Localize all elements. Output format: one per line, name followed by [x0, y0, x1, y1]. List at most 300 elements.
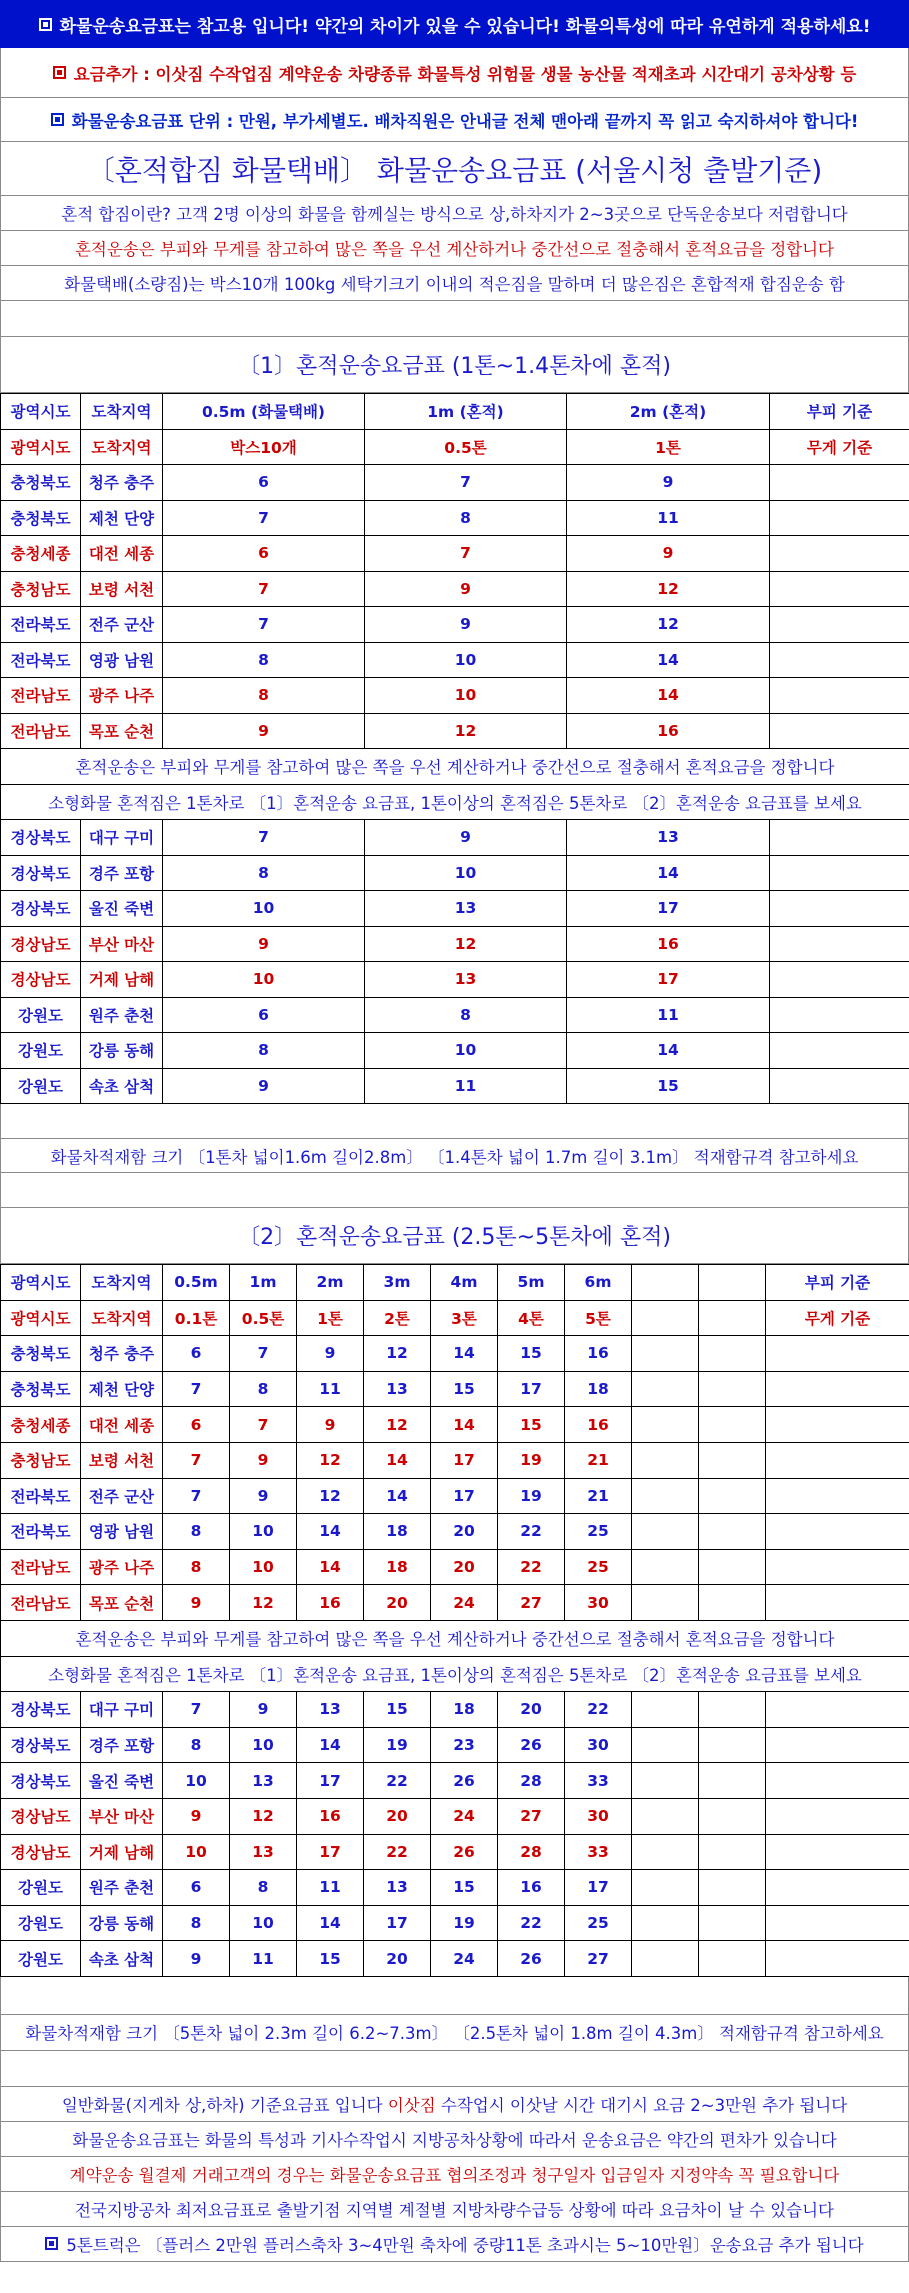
price-cell: 10 — [365, 678, 567, 714]
price-cell: 17 — [297, 1834, 364, 1870]
table-row — [1, 1727, 909, 1763]
price-cell: 7 — [163, 1371, 230, 1407]
region-cell: 전라북도 — [1, 642, 81, 678]
empty-cell — [632, 1478, 699, 1514]
region-cell: 경상북도 — [1, 891, 81, 927]
empty-cell — [770, 962, 909, 998]
price-cell: 22 — [364, 1834, 431, 1870]
price-cell: 17 — [498, 1371, 565, 1407]
destination-cell: 청주 충주 — [81, 465, 163, 501]
price-cell: 8 — [230, 1371, 297, 1407]
price-cell: 10 — [365, 855, 567, 891]
price-cell: 9 — [297, 1336, 364, 1372]
header-cell: 0.5m — [163, 1265, 230, 1301]
price-cell: 10 — [230, 1727, 297, 1763]
price-cell: 14 — [567, 678, 770, 714]
price-cell: 17 — [567, 962, 770, 998]
region-cell: 경상북도 — [1, 855, 81, 891]
region-cell: 충청북도 — [1, 500, 81, 536]
table-row — [1, 571, 909, 607]
price-cell: 23 — [431, 1727, 498, 1763]
price-cell: 17 — [431, 1442, 498, 1478]
price-cell: 8 — [163, 1549, 230, 1585]
price-cell: 14 — [297, 1514, 364, 1550]
price-cell: 10 — [163, 962, 365, 998]
price-cell: 17 — [297, 1763, 364, 1799]
price-cell: 30 — [565, 1727, 632, 1763]
price-cell: 9 — [567, 536, 770, 572]
price-cell: 10 — [163, 891, 365, 927]
price-cell: 7 — [163, 607, 365, 643]
destination-cell: 울진 죽변 — [81, 891, 163, 927]
table-row — [1, 1941, 909, 1977]
price-cell: 9 — [365, 607, 567, 643]
destination-cell: 광주 나주 — [81, 678, 163, 714]
empty-cell — [766, 1442, 909, 1478]
empty-cell — [699, 1478, 766, 1514]
price-cell: 11 — [365, 1068, 567, 1104]
region-cell: 충청세종 — [1, 536, 81, 572]
destination-cell: 대전 세종 — [81, 536, 163, 572]
price-cell: 14 — [297, 1549, 364, 1585]
empty-cell — [632, 1442, 699, 1478]
header-cell: 무게 기준 — [770, 429, 909, 465]
footer-line-1-b: 이삿짐 — [387, 2095, 436, 2115]
region-cell: 충청북도 — [1, 465, 81, 501]
destination-cell: 보령 서천 — [81, 1442, 163, 1478]
square-bullet-icon — [39, 18, 52, 31]
price-cell: 14 — [297, 1905, 364, 1941]
region-cell: 경상남도 — [1, 1834, 81, 1870]
empty-cell — [766, 1834, 909, 1870]
destination-cell: 제천 단양 — [81, 1371, 163, 1407]
price-cell: 27 — [498, 1585, 565, 1621]
destination-cell: 경주 포항 — [81, 1727, 163, 1763]
price-cell: 22 — [498, 1549, 565, 1585]
intro-line-1: 혼적 합짐이란? 고객 2명 이상의 화물을 함께실는 방식으로 상,하차지가 2~3곳으로 단독운송보다 저렴합니다 — [0, 196, 909, 231]
empty-cell — [770, 642, 909, 678]
region-cell: 충청남도 — [1, 571, 81, 607]
price-cell: 22 — [364, 1763, 431, 1799]
header-cell: 0.5m (화물택배) — [163, 394, 365, 430]
header-cell: 도착지역 — [81, 394, 163, 430]
table-header-row — [1, 394, 909, 430]
price-cell: 13 — [567, 820, 770, 856]
price-cell: 12 — [567, 607, 770, 643]
price-cell: 30 — [565, 1585, 632, 1621]
empty-cell — [770, 465, 909, 501]
header-cell: 5톤 — [565, 1300, 632, 1336]
destination-cell: 영광 남원 — [81, 642, 163, 678]
price-cell: 27 — [565, 1941, 632, 1977]
price-cell: 8 — [163, 855, 365, 891]
header-cell: 3m — [364, 1265, 431, 1301]
destination-cell: 대전 세종 — [81, 1407, 163, 1443]
square-bullet-icon — [53, 66, 66, 79]
empty-cell — [766, 1585, 909, 1621]
table-row — [1, 1033, 909, 1069]
price-cell: 13 — [365, 891, 567, 927]
empty-cell — [632, 1300, 699, 1336]
price-cell: 18 — [364, 1514, 431, 1550]
region-cell: 충청세종 — [1, 1407, 81, 1443]
price-cell: 7 — [163, 500, 365, 536]
notice-text-2: 요금추가 : 이삿짐 수작업짐 계약운송 차량종류 화물특성 위험물 생물 농산물 적재초과 시간대기 공차상황 등 — [73, 64, 857, 84]
notice-text-1: 화물운송요금표는 참고용 입니다! 약간의 차이가 있을 수 있습니다! 화물의특성에 따라 유연하게 적용하세요! — [59, 16, 871, 37]
price-cell: 13 — [364, 1371, 431, 1407]
table1-size-note: 화물차적재함 크기 〔1톤차 넓이1.6m 길이2.8m〕 〔1.4톤차 넓이 1.7m 길이 3.1m〕 적재함규격 참고하세요 — [0, 1139, 909, 1173]
price-cell: 9 — [567, 465, 770, 501]
header-cell: 도착지역 — [81, 429, 163, 465]
table-row — [1, 1763, 909, 1799]
price-cell: 14 — [297, 1727, 364, 1763]
empty-cell — [770, 1033, 909, 1069]
price-cell: 13 — [230, 1763, 297, 1799]
destination-cell: 울진 죽변 — [81, 1763, 163, 1799]
price-cell: 14 — [364, 1442, 431, 1478]
price-cell: 9 — [365, 820, 567, 856]
table1-subtitle: 〔1〕혼적운송요금표 (1톤~1.4톤차에 혼적) — [0, 337, 909, 393]
region-cell: 강원도 — [1, 1870, 81, 1906]
destination-cell: 청주 충주 — [81, 1336, 163, 1372]
table-row — [1, 1371, 909, 1407]
empty-cell — [632, 1371, 699, 1407]
destination-cell: 보령 서천 — [81, 571, 163, 607]
region-cell: 경상남도 — [1, 1798, 81, 1834]
empty-cell — [766, 1798, 909, 1834]
price-cell: 9 — [163, 713, 365, 749]
price-cell: 11 — [230, 1941, 297, 1977]
header-cell: 부피 기준 — [770, 394, 909, 430]
region-cell: 강원도 — [1, 997, 81, 1033]
header-cell: 무게 기준 — [766, 1300, 909, 1336]
region-cell: 전라북도 — [1, 1478, 81, 1514]
empty-cell — [632, 1585, 699, 1621]
price-cell: 8 — [163, 642, 365, 678]
price-cell: 9 — [163, 926, 365, 962]
table-row — [1, 855, 909, 891]
empty-cell — [699, 1870, 766, 1906]
header-cell: 1m — [230, 1265, 297, 1301]
price-cell: 27 — [498, 1798, 565, 1834]
footer-line-5-text: 5톤트럭은 〔플러스 2만원 플러스축차 3~4만원 축차에 중량11톤 초과시는 5~10만원〕운송요금 추가 됩니다 — [66, 2235, 864, 2255]
table-row — [1, 1798, 909, 1834]
destination-cell: 전주 군산 — [81, 1478, 163, 1514]
price-cell: 20 — [498, 1692, 565, 1728]
empty-cell — [699, 1834, 766, 1870]
notice-bar-2 — [0, 48, 909, 98]
region-cell: 경상북도 — [1, 1727, 81, 1763]
empty-cell — [632, 1763, 699, 1799]
price-cell: 19 — [498, 1442, 565, 1478]
region-cell: 강원도 — [1, 1941, 81, 1977]
empty-cell — [699, 1442, 766, 1478]
region-cell: 전라남도 — [1, 1549, 81, 1585]
table-row — [1, 997, 909, 1033]
price-cell: 12 — [364, 1336, 431, 1372]
table-row — [1, 536, 909, 572]
table-row — [1, 1585, 909, 1621]
table2-mid-note-2: 소형화물 혼적짐은 1톤차로 〔1〕혼적운송 요금표, 1톤이상의 혼적짐은 5톤차로 〔2〕혼적운송 요금표를 보세요 — [1, 1656, 909, 1692]
empty-cell — [770, 891, 909, 927]
table-row — [1, 1336, 909, 1372]
price-cell: 22 — [498, 1905, 565, 1941]
price-cell: 22 — [498, 1514, 565, 1550]
empty-cell — [766, 1692, 909, 1728]
square-bullet-icon — [51, 113, 64, 126]
destination-cell: 목포 순천 — [81, 713, 163, 749]
empty-cell — [632, 1941, 699, 1977]
table-header-row — [1, 1300, 909, 1336]
header-cell: 광역시도 — [1, 429, 81, 465]
header-cell: 2m — [297, 1265, 364, 1301]
price-cell: 26 — [498, 1727, 565, 1763]
empty-cell — [632, 1834, 699, 1870]
destination-cell: 원주 춘천 — [81, 997, 163, 1033]
rate-table-1 — [0, 393, 909, 1104]
table-row — [1, 1834, 909, 1870]
price-cell: 13 — [297, 1692, 364, 1728]
price-cell: 19 — [498, 1478, 565, 1514]
empty-cell — [632, 1905, 699, 1941]
header-cell: 도착지역 — [81, 1300, 163, 1336]
price-cell: 19 — [431, 1905, 498, 1941]
header-cell: 부피 기준 — [766, 1265, 909, 1301]
empty-cell — [770, 713, 909, 749]
price-cell: 8 — [230, 1870, 297, 1906]
price-cell: 26 — [431, 1763, 498, 1799]
price-cell: 12 — [364, 1407, 431, 1443]
price-cell: 7 — [163, 1692, 230, 1728]
region-cell: 전라북도 — [1, 1514, 81, 1550]
price-cell: 14 — [567, 855, 770, 891]
table-row — [1, 1407, 909, 1443]
price-cell: 17 — [565, 1870, 632, 1906]
price-cell: 10 — [230, 1514, 297, 1550]
price-cell: 9 — [365, 571, 567, 607]
price-cell: 16 — [565, 1336, 632, 1372]
price-cell: 20 — [431, 1514, 498, 1550]
price-cell: 25 — [565, 1514, 632, 1550]
price-cell: 11 — [297, 1870, 364, 1906]
table-row — [1, 962, 909, 998]
empty-cell — [632, 1692, 699, 1728]
price-cell: 20 — [364, 1941, 431, 1977]
empty-cell — [766, 1763, 909, 1799]
empty-cell — [699, 1727, 766, 1763]
spacer-row — [0, 1977, 909, 2015]
empty-cell — [770, 1068, 909, 1104]
table2-size-note: 화물차적재함 크기 〔5톤차 넓이 2.3m 길이 6.2~7.3m〕 〔2.5톤차 넓이 1.8m 길이 4.3m〕 적재함규격 참고하세요 — [0, 2015, 909, 2051]
price-cell: 15 — [364, 1692, 431, 1728]
table-row — [1, 926, 909, 962]
empty-cell — [632, 1727, 699, 1763]
price-cell: 9 — [163, 1941, 230, 1977]
price-cell: 9 — [230, 1442, 297, 1478]
footer-line-3: 계약운송 월결제 거래고객의 경우는 화물운송요금표 협의조정과 청구일자 입금일자 지정약속 꼭 필요합니다 — [0, 2157, 909, 2192]
destination-cell: 전주 군산 — [81, 607, 163, 643]
region-cell: 강원도 — [1, 1033, 81, 1069]
footer-line-1-a: 일반화물(지게차 상,하차) 기준요금표 입니다 — [61, 2095, 388, 2115]
destination-cell: 속초 삼척 — [81, 1068, 163, 1104]
header-cell: 광역시도 — [1, 1265, 81, 1301]
table-row — [1, 1478, 909, 1514]
empty-cell — [770, 820, 909, 856]
notice-bar-1 — [0, 0, 909, 48]
price-cell: 6 — [163, 1870, 230, 1906]
price-cell: 8 — [365, 500, 567, 536]
price-cell: 24 — [431, 1585, 498, 1621]
price-cell: 12 — [297, 1478, 364, 1514]
region-cell: 전라남도 — [1, 1585, 81, 1621]
price-cell: 14 — [431, 1336, 498, 1372]
empty-cell — [699, 1941, 766, 1977]
empty-cell — [766, 1549, 909, 1585]
empty-cell — [699, 1549, 766, 1585]
spacer-row — [0, 1104, 909, 1139]
table2-mid-note-1: 혼적운송은 부피와 무게를 참고하여 많은 쪽을 우선 계산하거나 중간선으로 절충해서 혼적요금을 정합니다 — [1, 1620, 909, 1656]
empty-cell — [699, 1265, 766, 1301]
empty-cell — [699, 1336, 766, 1372]
footer-line-2: 화물운송요금표는 화물의 특성과 기사수작업시 지방공차상황에 따라서 운송요금은 약간의 편차가 있습니다 — [0, 2122, 909, 2157]
price-cell: 12 — [230, 1585, 297, 1621]
empty-cell — [699, 1300, 766, 1336]
price-cell: 15 — [498, 1407, 565, 1443]
price-cell: 11 — [567, 997, 770, 1033]
region-cell: 경상북도 — [1, 820, 81, 856]
destination-cell: 속초 삼척 — [81, 1941, 163, 1977]
price-cell: 16 — [567, 713, 770, 749]
empty-cell — [632, 1798, 699, 1834]
table-row — [1, 607, 909, 643]
price-cell: 20 — [364, 1798, 431, 1834]
price-cell: 10 — [163, 1834, 230, 1870]
price-cell: 33 — [565, 1763, 632, 1799]
header-cell: 광역시도 — [1, 394, 81, 430]
price-cell: 18 — [431, 1692, 498, 1728]
empty-cell — [699, 1371, 766, 1407]
price-cell: 8 — [163, 1905, 230, 1941]
table-row — [1, 1514, 909, 1550]
destination-cell: 대구 구미 — [81, 820, 163, 856]
price-cell: 14 — [364, 1478, 431, 1514]
price-cell: 8 — [365, 997, 567, 1033]
region-cell: 충청북도 — [1, 1336, 81, 1372]
header-cell: 1m (혼적) — [365, 394, 567, 430]
empty-cell — [766, 1727, 909, 1763]
rate-table-2 — [0, 1264, 909, 1977]
header-cell: 0.1톤 — [163, 1300, 230, 1336]
price-cell: 15 — [567, 1068, 770, 1104]
price-cell: 9 — [230, 1692, 297, 1728]
price-cell: 7 — [230, 1336, 297, 1372]
destination-cell: 목포 순천 — [81, 1585, 163, 1621]
empty-cell — [699, 1585, 766, 1621]
price-cell: 12 — [230, 1798, 297, 1834]
destination-cell: 부산 마산 — [81, 926, 163, 962]
empty-cell — [770, 855, 909, 891]
empty-cell — [699, 1798, 766, 1834]
price-cell: 18 — [565, 1371, 632, 1407]
price-cell: 14 — [567, 642, 770, 678]
intro-line-3: 화물택배(소량짐)는 박스10개 100kg 세탁기크기 이내의 적은짐을 말하며 더 많은짐은 혼합적재 합짐운송 함 — [0, 266, 909, 301]
table-row — [1, 642, 909, 678]
region-cell: 전라남도 — [1, 713, 81, 749]
notice-bar-3 — [0, 98, 909, 142]
price-cell: 30 — [565, 1798, 632, 1834]
empty-cell — [632, 1870, 699, 1906]
table1-mid-note-2: 소형화물 혼적짐은 1톤차로 〔1〕혼적운송 요금표, 1톤이상의 혼적짐은 5톤차로 〔2〕혼적운송 요금표를 보세요 — [1, 784, 909, 820]
spacer-row — [0, 2051, 909, 2087]
footer-line-4: 전국지방공차 최저요금표로 출발기점 지역별 계절별 지방차량수급등 상황에 따라 요금차이 날 수 있습니다 — [0, 2192, 909, 2227]
table-row — [1, 1068, 909, 1104]
region-cell: 경상북도 — [1, 1692, 81, 1728]
region-cell: 강원도 — [1, 1905, 81, 1941]
price-cell: 20 — [364, 1585, 431, 1621]
price-cell: 15 — [431, 1371, 498, 1407]
header-cell: 6m — [565, 1265, 632, 1301]
empty-cell — [766, 1371, 909, 1407]
price-cell: 16 — [565, 1407, 632, 1443]
empty-cell — [766, 1941, 909, 1977]
empty-cell — [770, 678, 909, 714]
price-cell: 14 — [431, 1407, 498, 1443]
table-row — [1, 500, 909, 536]
header-cell: 1톤 — [297, 1300, 364, 1336]
footer-line-5 — [0, 2227, 909, 2262]
table-row — [1, 1549, 909, 1585]
destination-cell: 강릉 동해 — [81, 1905, 163, 1941]
footer-line-1-c: 수작업시 이삿날 시간 대기시 요금 2~3만원 추가 됩니다 — [435, 2095, 848, 2115]
price-cell: 7 — [230, 1407, 297, 1443]
empty-cell — [699, 1905, 766, 1941]
price-cell: 10 — [365, 642, 567, 678]
price-cell: 7 — [365, 465, 567, 501]
table1-mid-note-1: 혼적운송은 부피와 무게를 참고하여 많은 쪽을 우선 계산하거나 중간선으로 절충해서 혼적요금을 정합니다 — [1, 749, 909, 785]
table-header-row — [1, 1265, 909, 1301]
price-cell: 28 — [498, 1763, 565, 1799]
price-cell: 13 — [364, 1870, 431, 1906]
price-cell: 15 — [431, 1870, 498, 1906]
square-bullet-icon — [45, 2237, 58, 2250]
destination-cell: 제천 단양 — [81, 500, 163, 536]
table2-subtitle: 〔2〕혼적운송요금표 (2.5톤~5톤차에 혼적) — [0, 1208, 909, 1264]
price-cell: 8 — [163, 1033, 365, 1069]
price-cell: 8 — [163, 1727, 230, 1763]
region-cell: 경상남도 — [1, 926, 81, 962]
region-cell: 경상북도 — [1, 1763, 81, 1799]
price-cell: 6 — [163, 1336, 230, 1372]
price-cell: 6 — [163, 997, 365, 1033]
price-cell: 10 — [163, 1763, 230, 1799]
price-cell: 9 — [163, 1798, 230, 1834]
price-cell: 7 — [163, 1478, 230, 1514]
header-cell: 4톤 — [498, 1300, 565, 1336]
price-cell: 26 — [498, 1941, 565, 1977]
price-cell: 17 — [431, 1478, 498, 1514]
price-cell: 24 — [431, 1798, 498, 1834]
price-cell: 17 — [364, 1905, 431, 1941]
empty-cell — [766, 1514, 909, 1550]
header-cell: 도착지역 — [81, 1265, 163, 1301]
price-cell: 33 — [565, 1834, 632, 1870]
price-cell: 13 — [365, 962, 567, 998]
price-cell: 13 — [230, 1834, 297, 1870]
notice-text-3: 화물운송요금표 단위 : 만원, 부가세별도. 배차직원은 안내글 전체 맨아래 끝까지 꼭 읽고 숙지하셔야 합니다! — [71, 111, 859, 131]
region-cell: 강원도 — [1, 1068, 81, 1104]
header-cell: 광역시도 — [1, 1300, 81, 1336]
empty-cell — [770, 607, 909, 643]
